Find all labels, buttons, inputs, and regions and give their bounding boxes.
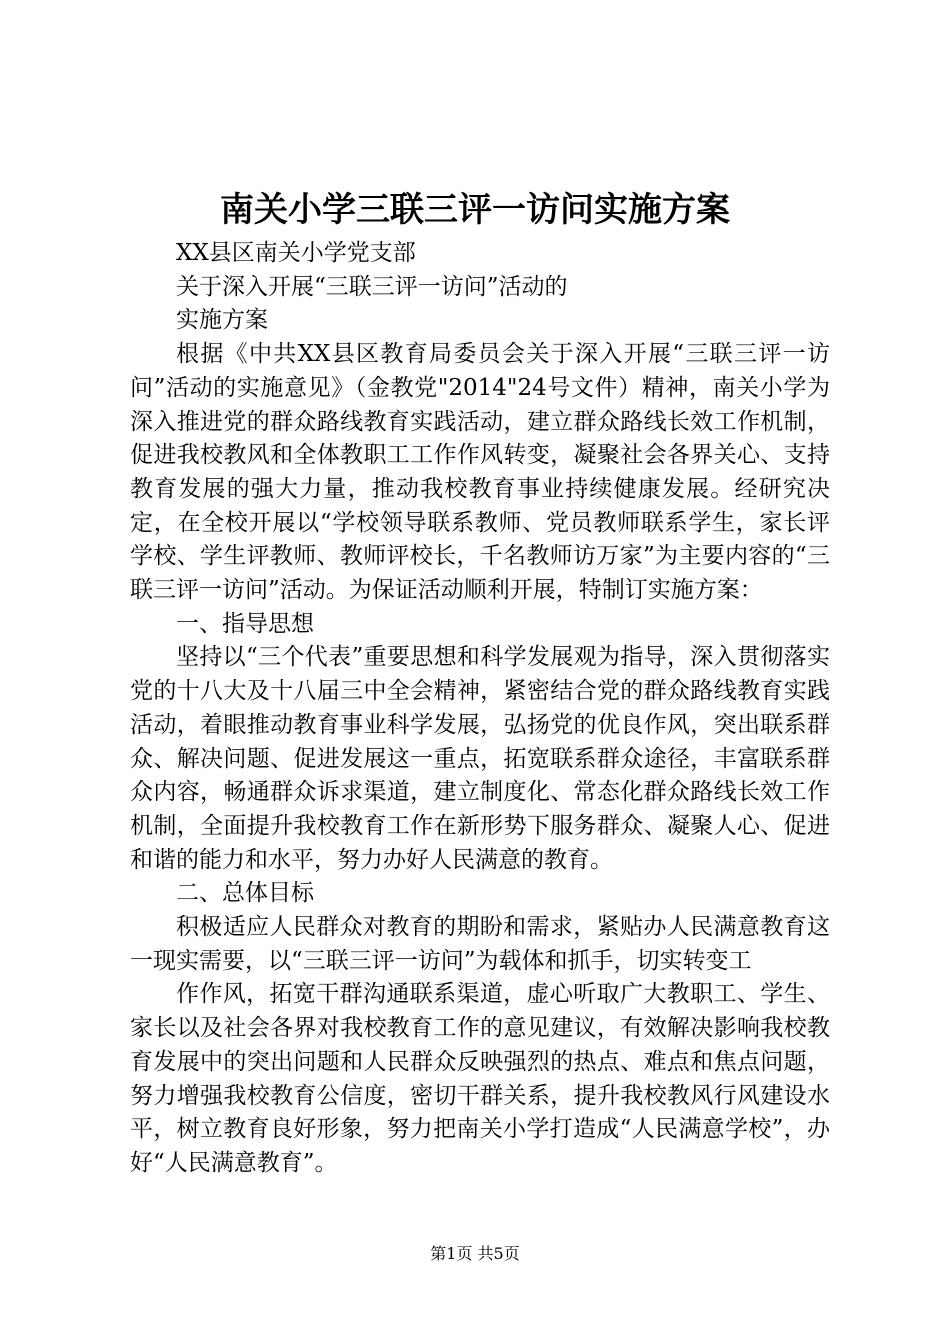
paragraph-subtitle-2: 实施方案 bbox=[176, 307, 268, 334]
paragraph-org: XX县区南关小学党支部 bbox=[176, 240, 416, 266]
document-title: 南关小学三联三评一访问实施方案 bbox=[220, 190, 730, 230]
page-footer: 第1页 共5页 bbox=[430, 1244, 520, 1263]
section-heading-guiding-ideology: 一、指导思想 bbox=[176, 610, 314, 637]
paragraph-intro: 根据《中共XX县区教育局委员会关于深入开展“三联三评一访问”活动的实施意见》（金教党"2014"24号文件）精神，南关小学为深入推进党的群众路线教育实践活动，建立群众路线长效工作机制，促进我校教风和全体教职工工作作风转变，凝聚社会各界关心、支持教育发展的强大力量，推动我校教育事业持续健康发展。经研究决定，在全校开展以“学校领导联系教师、党员教师联系学生，家长评学校、学生评教师、教师评校长，千名教师访万家”为主要内容的“三联三评一访问”活动。为保证活动顺利开展，特制订实施方案： bbox=[130, 341, 830, 604]
paragraph-overall-goal: 积极适应人民群众对教育的期盼和需求，紧贴办人民满意教育这一现实需要，以“三联三评一访问”为载体和抓手，切实转变工 bbox=[130, 914, 830, 974]
paragraph-subtitle: 关于深入开展“三联三评一访问”活动的 bbox=[176, 273, 568, 300]
paragraph-guiding-ideology: 坚持以“三个代表”重要思想和科学发展观为指导，深入贯彻落实党的十八大及十八届三中全会精神，紧密结合党的群众路线教育实践活动，着眼推动教育事业科学发展，弘扬党的优良作风，突出联系群众、解决问题、促进发展这一重点，拓宽联系群众途径，丰富联系群众内容，畅通群众诉求渠道，建立制度化、常态化群众路线长效工作机制，全面提升我校教育工作在新形势下服务群众、凝聚人心、促进和谐的能力和水平，努力办好人民满意的教育。 bbox=[130, 644, 830, 873]
section-heading-overall-goal: 二、总体目标 bbox=[176, 880, 314, 907]
paragraph-overall-goal-continued: 作作风，拓宽干群沟通联系渠道，虚心听取广大教职工、学生、家长以及社会各界对我校教育工作的意见建议，有效解决影响我校教育发展中的突出问题和人民群众反映强烈的热点、难点和焦点问题，努力增强我校教育公信度，密切干群关系，提升我校教风行风建设水平，树立教育良好形象，努力把南关小学打造成“人民满意学校”，办好“人民满意教育”。 bbox=[130, 981, 830, 1176]
document-body bbox=[130, 237, 830, 1181]
